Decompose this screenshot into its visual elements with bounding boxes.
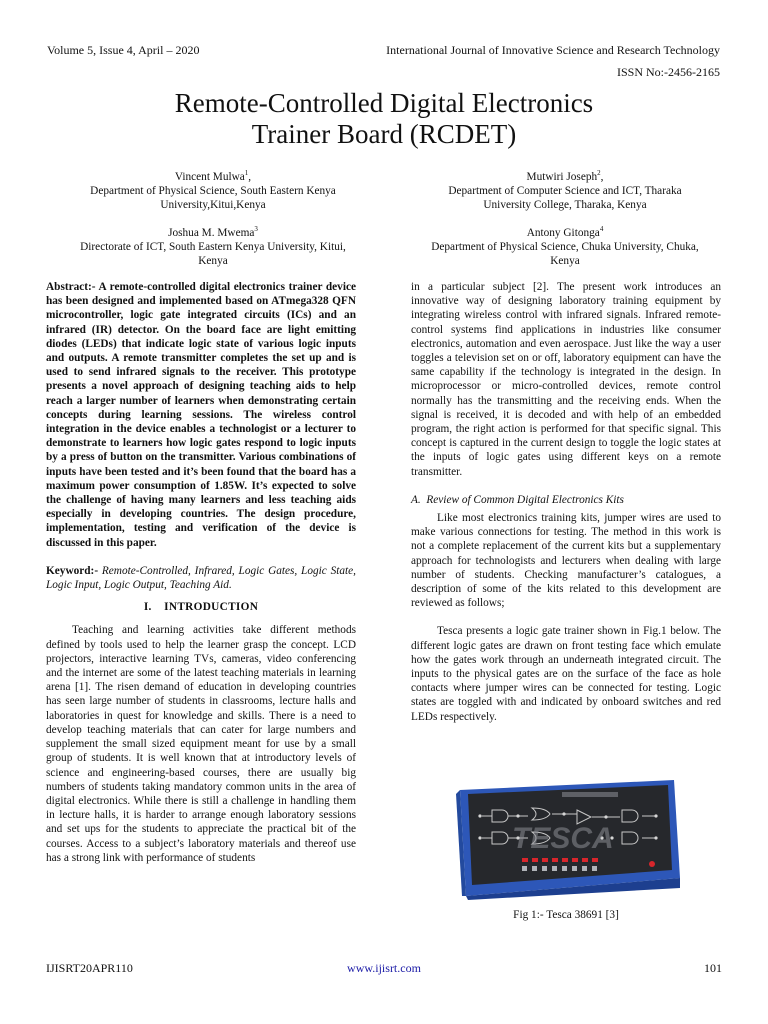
trainer-board-illustration	[452, 770, 682, 900]
author-block-1	[40, 166, 386, 212]
keywords-label: Keyword:-	[46, 564, 99, 577]
author-name: Joshua M. Mwema$^3$	[168, 225, 258, 239]
figure-brand-text: TESCA	[512, 822, 614, 855]
author-block-3	[40, 222, 386, 268]
header-journal: International Journal of Innovative Science and Research Technology	[386, 43, 720, 57]
figure-trainer-board	[452, 770, 682, 900]
figure-caption: Fig 1:- Tesca 38691 [3]	[513, 909, 619, 921]
author-block-2	[392, 166, 738, 212]
author-block-4	[392, 222, 738, 268]
paper-title	[0, 88, 768, 150]
author-affiliation: Kenya	[550, 255, 580, 268]
author-affiliation: Department of Physical Science, South Eastern Kenya	[90, 184, 336, 197]
body-paragraph-2: Like most electronics training kits, jumper wires are used to make various connections for testing. The method in this work is not a complete replacement of the current kits but a supplementary approach for technologists and lecturers when dealing with large number of students. Checking manufacturer’s catalogues, a description of some of the kits related to this development are reviewed as follows;	[411, 512, 721, 610]
author-affiliation: University,Kitui,Kenya	[160, 199, 266, 212]
title-line-2: Trainer Board (RCDET)	[251, 119, 517, 149]
keywords	[46, 564, 356, 592]
keywords-text: Remote-Controlled, Infrared, Logic Gates, Logic State, Logic Input, Logic Output, Teaching Aid.	[46, 564, 356, 592]
abstract-text: A remote-controlled digital electronics trainer device has been designed and implemented based on ATmega328 QFN microcontroller, logic gate integrated circuits (ICs) and an infrared (IR) detector. On the board face are light emitting diodes (LEDs) that indicate logic state of various logic inputs and outputs. A remote transmitter completes the set up and is used to send infrared signals to the receiver. This prototype presents a novel approach of designing teaching aids to help reach a larger number of learners when demonstrating certain concepts during learning sessions. The wireless control integration in the device enables a technologist or a lecturer to demonstrate to learners how logic gates respond to logic inputs by a press of button on the transmitter. Various combinations of inputs have been tested and it’s been found that the board has a maximum power consumption of 1.85W. It’s expected to solve the challenge of having many learners and less teaching aids especially in developing countries. The design procedure, implementation, testing and verification of the device is discussed in this paper.	[46, 281, 356, 549]
subsection-heading: A. Review of Common Digital Electronics Kits	[411, 493, 624, 506]
header-issn: ISSN No:-2456-2165	[616, 65, 720, 79]
author-affiliation: Department of Physical Science, Chuka University, Chuka,	[431, 240, 699, 253]
author-name: Antony Gitonga$^4$	[526, 225, 604, 239]
right-column	[411, 280, 721, 724]
body-paragraph-3: Tesca presents a logic gate trainer shown in Fig.1 below. The different logic gates are drawn on front testing face which emulate how the gates work through an underneath integrated circuit. The inputs to the physical gates are on the surface of the face as hole contacts where jumper wires can be connected for testing. Logic states are toggled with and indicated by onboard switches and red LEDs respectively.	[411, 625, 721, 723]
author-affiliation: Directorate of ICT, South Eastern Kenya University, Kitui,	[80, 240, 346, 253]
author-affiliation: Kenya	[198, 255, 228, 268]
footer-page-number: 101	[704, 961, 722, 975]
abstract	[46, 280, 356, 550]
title-line-1: Remote-Controlled Digital Electronics	[174, 88, 594, 118]
body-paragraph-1: in a particular subject [2]. The present work introduces an innovative way of designing laboratory training equipment by integrating wireless control with infrared signals. Infrared remote-control systems find applications in industries like consumer electronics, automation and even aerospace. Just like the way a user toggles a television set on or off, laboratory equipment can have the same capability if the technology is integrated in the design. In microprocessor or micro-controlled devices, remote control normally has the transmitting and the receiving ends. When the signal is received, it is decoded and with help of an embedded program, the right action is performed for that specific signal. This concept is captured in the current design to toggle the logic states at the inputs of logic gates using different keys on a remote transmitter.	[411, 281, 721, 478]
footer-paper-id: IJISRT20APR110	[46, 961, 133, 975]
intro-paragraph: Teaching and learning activities take different methods defined by tools used to help the learner grasp the concept. LCD projectors, interactive learning TVs, cameras, video conferencing and the internet are some of the latest teaching materials in learning arena [1]. The risen demand of education in developing countries has seen large number of students in classrooms, lecture halls and laboratories in quest for knowledge and skills. There is a need to develop teaching materials that can cater for large numbers and supplement the small sized equipment meant for use by a small group of students. It is well known that at introductory levels of science and engineering-based courses, there are usually big numbers of students taking mandatory common units in the area of digital electronics. While there is still a challenge in handling them in lecture halls, it is harder to arrange enough laboratory sessions and set ups for the students to appreciate the practical bit of the courses. Access to a subject’s laboratory materials and thereof use has a strong link with performance of students	[46, 624, 356, 864]
left-column	[46, 280, 356, 865]
author-name: Vincent Mulwa$^1$,	[174, 169, 252, 183]
header-volume: Volume 5, Issue 4, April – 2020	[47, 43, 200, 57]
abstract-label: Abstract:-	[46, 281, 96, 293]
author-affiliation: Department of Computer Science and ICT, Tharaka	[448, 184, 682, 197]
author-affiliation: University College, Tharaka, Kenya	[483, 199, 647, 212]
section-heading-introduction: I. INTRODUCTION	[143, 601, 259, 614]
footer-website-link[interactable]: www.ijisrt.com	[347, 961, 421, 975]
author-name: Mutwiri Joseph$^2$,	[526, 169, 604, 183]
